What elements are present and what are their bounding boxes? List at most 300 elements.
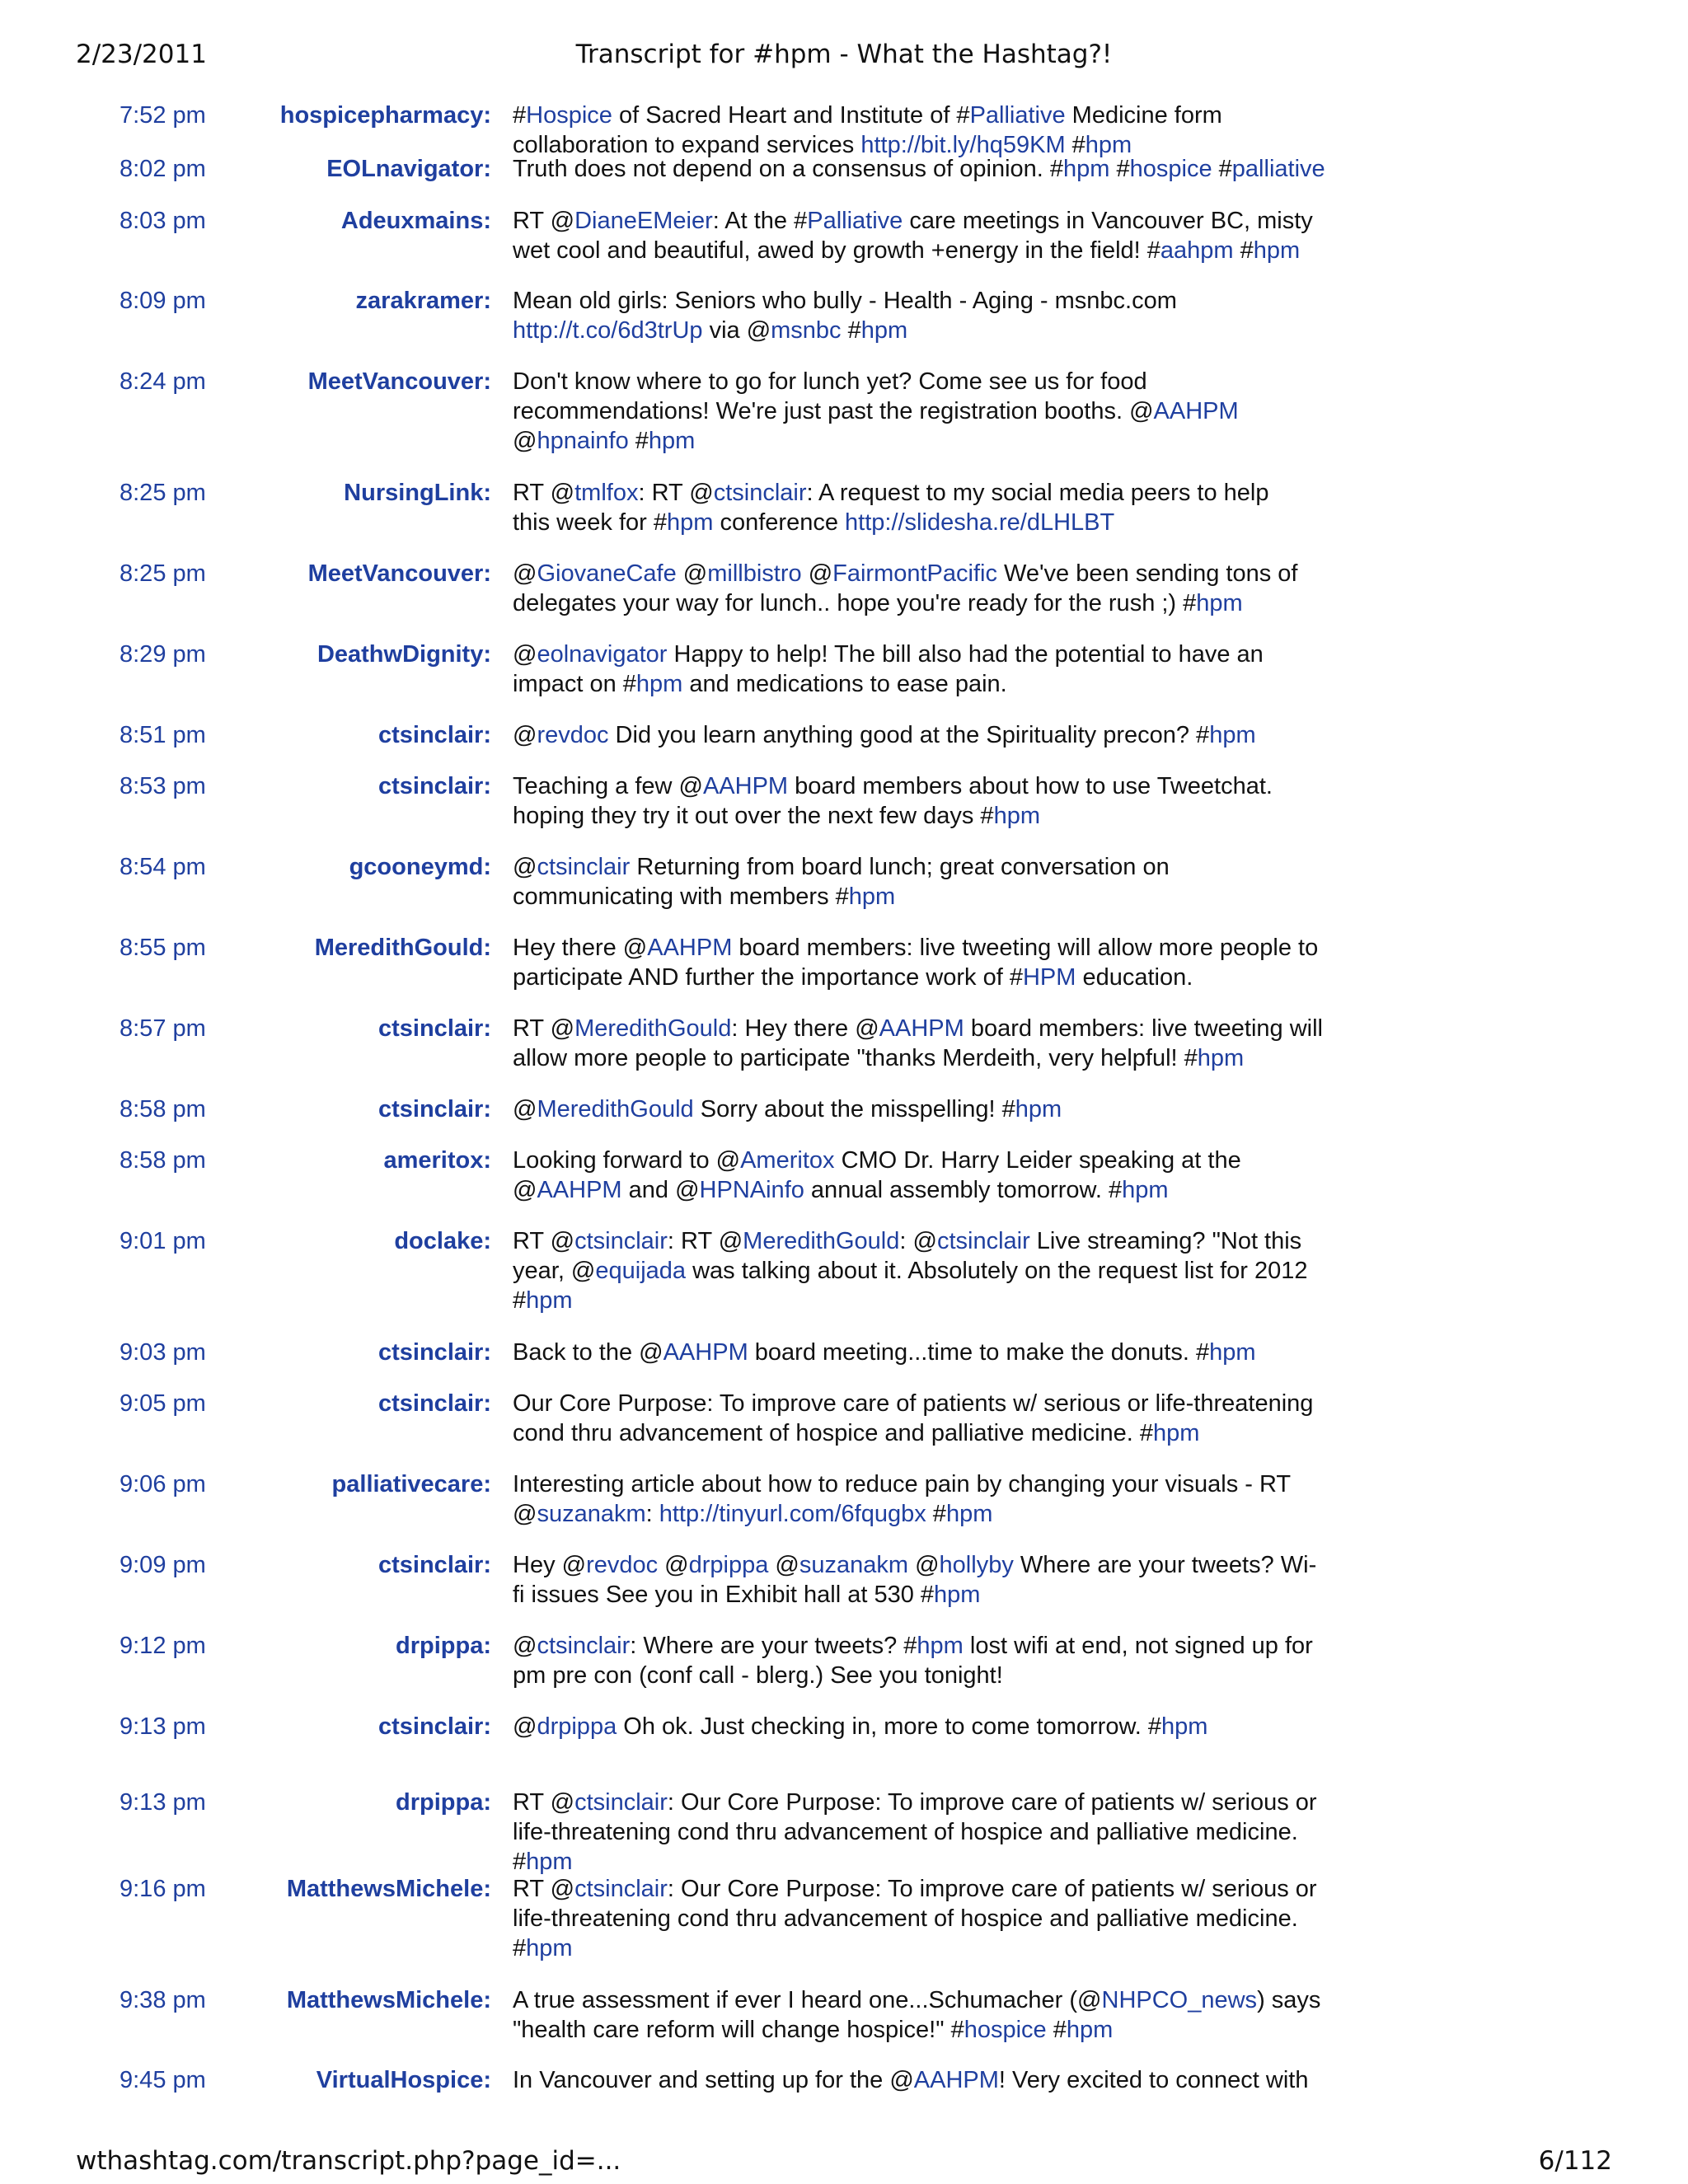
message-link[interactable]: hospice — [1129, 156, 1212, 182]
message-text: RT @ — [513, 1789, 575, 1816]
entry-time-link[interactable]: 8:09 pm — [120, 288, 206, 314]
message-line — [513, 316, 1337, 345]
message-text: Returning from board lunch; great conversation on — [630, 854, 1170, 880]
message-text: Sorry about the misspelling! # — [693, 1096, 1015, 1122]
entry-time-link[interactable]: 9:12 pm — [120, 1633, 206, 1659]
message-text: board members: live tweeting will — [964, 1015, 1323, 1042]
message-line — [513, 640, 1337, 669]
message-text: @ — [658, 1552, 689, 1578]
message-text: Where are your tweets? Wi- — [1013, 1552, 1317, 1578]
message-link[interactable]: hpm — [848, 883, 896, 910]
message-text: RT @ — [513, 480, 575, 506]
entry-username-link[interactable]: zarakramer: — [355, 288, 491, 314]
message-link[interactable]: hpm — [1085, 132, 1132, 158]
entry-message — [513, 1788, 1337, 1877]
entry-time-link[interactable]: 8:51 pm — [120, 722, 206, 748]
message-link[interactable]: suzanakm — [537, 1501, 646, 1527]
message-line — [513, 1847, 1337, 1877]
entry-time-link[interactable]: 9:01 pm — [120, 1228, 206, 1254]
message-link[interactable]: hpm — [1063, 156, 1110, 182]
message-text: Medicine form — [1065, 102, 1222, 129]
message-link[interactable]: HPM — [1022, 964, 1076, 991]
message-link[interactable]: hpm — [1122, 1177, 1169, 1203]
message-link[interactable]: ctsinclair — [537, 1633, 631, 1659]
message-link[interactable]: HPNAinfo — [699, 1177, 804, 1203]
message-link[interactable]: hpm — [1197, 1045, 1245, 1071]
entry-time-link[interactable]: 9:16 pm — [120, 1876, 206, 1902]
message-text: : RT @ — [667, 1228, 743, 1254]
message-link[interactable]: suzanakm — [799, 1552, 909, 1578]
message-line — [513, 508, 1337, 537]
message-text: Mean old girls: Seniors who bully - Health - Aging - msnbc.com — [513, 288, 1177, 314]
message-link[interactable]: equijada — [595, 1258, 687, 1284]
message-text: A true assessment if ever I heard one...Schumacher (@ — [513, 1987, 1102, 2013]
message-link[interactable]: hpm — [1253, 237, 1301, 264]
message-text: RT @ — [513, 1228, 575, 1254]
message-line — [513, 559, 1337, 588]
message-text: wet cool and beautiful, awed by growth +energy in the field! # — [513, 237, 1160, 264]
message-text: Interesting article about how to reduce pain by changing your visuals - RT — [513, 1471, 1292, 1497]
message-link[interactable]: hpm — [635, 671, 683, 697]
entry-message — [513, 1226, 1337, 1315]
message-link[interactable]: AAHPM — [702, 773, 789, 799]
message-line — [513, 478, 1337, 508]
message-link[interactable]: http://bit.ly/hq59KM — [860, 132, 1066, 158]
message-text: impact on # — [513, 671, 636, 697]
entry-message — [513, 1874, 1337, 1963]
entry-time-link[interactable]: 7:52 pm — [120, 102, 206, 129]
message-text: @ — [513, 1177, 537, 1203]
message-line — [513, 1256, 1337, 1286]
entry-time-link[interactable]: 8:53 pm — [120, 773, 206, 799]
entry-username-link[interactable]: ctsinclair: — [378, 1390, 491, 1417]
message-text: In Vancouver and setting up for the @ — [513, 2067, 914, 2093]
entry-username-link[interactable]: MatthewsMichele: — [286, 1987, 491, 2013]
message-link[interactable]: ctsinclair — [574, 1789, 668, 1816]
message-link[interactable]: Hospice — [526, 102, 612, 129]
message-text: education. — [1076, 964, 1193, 991]
message-text: RT @ — [513, 1876, 575, 1902]
entry-time-link[interactable]: 8:25 pm — [120, 560, 206, 587]
message-link[interactable]: palliative — [1231, 156, 1325, 182]
message-text: Live streaming? "Not this — [1029, 1228, 1302, 1254]
message-line — [513, 236, 1337, 265]
message-link[interactable]: AAHPM — [913, 2067, 999, 2093]
message-text: # — [1046, 2017, 1067, 2043]
message-text: participate AND further the importance work of # — [513, 964, 1023, 991]
message-text: board meeting...time to make the donuts. # — [748, 1339, 1210, 1366]
message-link[interactable]: drpippa — [688, 1552, 769, 1578]
entry-message — [513, 367, 1337, 456]
message-link[interactable]: AAHPM — [537, 1177, 622, 1203]
message-line — [513, 154, 1337, 184]
message-link[interactable]: hpm — [1209, 1339, 1256, 1366]
message-line — [513, 933, 1337, 963]
message-text: allow more people to participate "thanks Merdeith, very helpful! # — [513, 1045, 1198, 1071]
message-line — [513, 1788, 1337, 1817]
message-line — [513, 963, 1337, 992]
entry-username-link[interactable]: ctsinclair: — [378, 1015, 491, 1042]
message-link[interactable]: msnbc — [771, 317, 842, 344]
message-text: Looking forward to @ — [513, 1147, 741, 1174]
entry-message — [513, 1550, 1337, 1610]
message-text: board members about how to use Tweetchat. — [788, 773, 1273, 799]
message-text: conference — [713, 509, 846, 536]
message-line — [513, 1985, 1337, 2015]
message-line — [513, 1226, 1337, 1256]
message-link[interactable]: revdoc — [537, 722, 609, 748]
message-line — [513, 1094, 1337, 1124]
entry-username-link[interactable]: ctsinclair: — [378, 1339, 491, 1366]
message-text: Did you learn anything good at the Spirituality precon? # — [608, 722, 1210, 748]
message-text: : At the # — [712, 208, 808, 234]
message-text: collaboration to expand services — [513, 132, 861, 158]
message-line — [513, 1418, 1337, 1448]
message-text: annual assembly tomorrow. # — [804, 1177, 1123, 1203]
message-text: life-threatening cond thru advancement of hospice and palliative medicine. — [513, 1819, 1298, 1845]
entry-message — [513, 1338, 1337, 1367]
message-text: of Sacred Heart and Institute of # — [612, 102, 970, 129]
entry-username-link[interactable]: MeredithGould: — [314, 935, 491, 961]
message-link[interactable]: hpm — [945, 1501, 993, 1527]
message-line — [513, 1933, 1337, 1963]
message-link[interactable]: ctsinclair — [574, 1228, 668, 1254]
message-link[interactable]: http://slidesha.re/dLHLBT — [845, 509, 1115, 536]
message-line — [513, 1146, 1337, 1175]
entry-message — [513, 933, 1337, 992]
message-text: # — [513, 1287, 527, 1314]
entry-time-link[interactable]: 9:13 pm — [120, 1713, 206, 1740]
message-text: RT @ — [513, 208, 575, 234]
message-link[interactable]: ctsinclair — [713, 480, 807, 506]
entry-message — [513, 154, 1337, 184]
message-line — [513, 1175, 1337, 1205]
message-text: @ — [513, 854, 537, 880]
message-line — [513, 801, 1337, 831]
entry-username-link[interactable]: drpippa: — [396, 1633, 491, 1659]
message-line — [513, 101, 1337, 130]
message-text: Truth does not depend on a consensus of opinion. # — [513, 156, 1064, 182]
message-link[interactable]: hpm — [1161, 1713, 1208, 1740]
message-text: Back to the @ — [513, 1339, 663, 1366]
entry-message — [513, 1985, 1337, 2045]
message-text: lost wifi at end, not signed up for — [963, 1633, 1313, 1659]
entry-message — [513, 1014, 1337, 1073]
message-link[interactable]: ctsinclair — [537, 854, 631, 880]
entry-username-link[interactable]: ctsinclair: — [378, 1713, 491, 1740]
message-text: # — [1109, 156, 1130, 182]
message-line — [513, 588, 1337, 618]
entry-username-link[interactable]: NursingLink: — [344, 480, 491, 506]
message-line — [513, 2065, 1337, 2095]
entry-message — [513, 101, 1337, 160]
message-text: : Our Core Purpose: To improve care of patients w/ serious or — [667, 1876, 1317, 1902]
message-text: ) says — [1257, 1987, 1321, 2013]
message-text: care meetings in Vancouver BC, misty — [903, 208, 1313, 234]
message-text: @ — [768, 1552, 799, 1578]
message-link[interactable]: AAHPM — [1153, 398, 1239, 424]
entry-message — [513, 1146, 1337, 1205]
message-link[interactable]: MeredithGould — [574, 1015, 732, 1042]
message-link[interactable]: eolnavigator — [537, 641, 668, 668]
message-link[interactable]: millbistro — [707, 560, 802, 587]
entry-username-link[interactable]: palliativecare: — [331, 1471, 491, 1497]
message-text: # — [926, 1501, 946, 1527]
message-text: @ — [513, 641, 537, 668]
entry-time-link[interactable]: 9:05 pm — [120, 1390, 206, 1417]
message-text: life-threatening cond thru advancement of hospice and palliative medicine. — [513, 1905, 1298, 1932]
message-link[interactable]: MeredithGould — [743, 1228, 900, 1254]
entry-time-link[interactable]: 8:55 pm — [120, 935, 206, 961]
entry-message — [513, 1389, 1337, 1448]
entry-message — [513, 1469, 1337, 1529]
message-text: @ — [513, 722, 537, 748]
message-text: and @ — [621, 1177, 700, 1203]
message-link[interactable]: hpm — [993, 803, 1040, 829]
message-text: and medications to ease pain. — [682, 671, 1007, 697]
entry-username-link[interactable]: EOLnavigator: — [326, 156, 491, 182]
entry-time-link[interactable]: 8:58 pm — [120, 1147, 206, 1174]
entry-username-link[interactable]: hospicepharmacy: — [279, 102, 491, 129]
entry-username-link[interactable]: Adeuxmains: — [340, 208, 491, 234]
message-line — [513, 367, 1337, 396]
message-link[interactable]: revdoc — [586, 1552, 659, 1578]
header-date: 2/23/2011 — [76, 40, 207, 69]
message-text: @ — [513, 1096, 537, 1122]
message-link[interactable]: aahpm — [1160, 237, 1234, 264]
message-text: pm pre con (conf call - blerg.) See you tonight! — [513, 1662, 1003, 1689]
message-text: # — [513, 1935, 527, 1961]
message-line — [513, 1631, 1337, 1661]
message-line — [513, 1389, 1337, 1418]
entry-time-link[interactable]: 9:03 pm — [120, 1339, 206, 1366]
message-line — [513, 1286, 1337, 1315]
message-link[interactable]: ctsinclair — [936, 1228, 1030, 1254]
message-line — [513, 1874, 1337, 1904]
message-line — [513, 720, 1337, 750]
message-text: # — [1233, 237, 1254, 264]
message-link[interactable]: hpm — [1015, 1096, 1062, 1122]
message-link[interactable]: hpm — [526, 1287, 573, 1314]
message-line — [513, 1661, 1337, 1690]
message-line — [513, 1580, 1337, 1610]
message-link[interactable]: hpm — [526, 1935, 573, 1961]
entry-username-link[interactable]: ctsinclair: — [378, 1552, 491, 1578]
entry-time-link[interactable]: 8:57 pm — [120, 1015, 206, 1042]
message-link[interactable]: drpippa — [537, 1713, 617, 1740]
message-text: cond thru advancement of hospice and palliative medicine. # — [513, 1420, 1154, 1446]
message-text: # — [513, 102, 527, 129]
message-text: RT @ — [513, 1015, 575, 1042]
message-link[interactable]: Ameritox — [740, 1147, 835, 1174]
message-text: "health care reform will change hospice!" # — [513, 2017, 964, 2043]
message-link[interactable]: FairmontPacific — [832, 560, 997, 587]
message-line — [513, 1550, 1337, 1580]
message-line — [513, 396, 1337, 426]
entry-username-link[interactable]: ctsinclair: — [378, 773, 491, 799]
message-text: Our Core Purpose: To improve care of patients w/ serious or life-threatening — [513, 1390, 1314, 1417]
message-link[interactable]: AAHPM — [663, 1339, 748, 1366]
message-text: year, @ — [513, 1258, 596, 1284]
entry-message — [513, 1094, 1337, 1124]
message-line — [513, 771, 1337, 801]
entry-time-link[interactable]: 8:02 pm — [120, 156, 206, 182]
entry-username-link[interactable]: gcooneymd: — [349, 854, 491, 880]
message-text: : @ — [899, 1228, 937, 1254]
message-link[interactable]: hpm — [666, 509, 714, 536]
message-link[interactable]: GiovaneCafe — [537, 560, 677, 587]
entry-time-link[interactable]: 8:03 pm — [120, 208, 206, 234]
message-link[interactable]: hpm — [648, 428, 696, 454]
message-link[interactable]: hpnainfo — [537, 428, 629, 454]
message-text: fi issues See you in Exhibit hall at 530 # — [513, 1582, 935, 1608]
message-text: was talking about it. Absolutely on the request list for 2012 — [686, 1258, 1308, 1284]
message-text: : Our Core Purpose: To improve care of patients w/ serious or — [667, 1789, 1317, 1816]
message-text: communicating with members # — [513, 883, 849, 910]
entry-username-link[interactable]: drpippa: — [396, 1789, 491, 1816]
entry-username-link[interactable]: MeetVancouver: — [307, 560, 491, 587]
message-line — [513, 1817, 1337, 1847]
entry-time-link[interactable]: 9:45 pm — [120, 2067, 206, 2093]
message-link[interactable]: hollyby — [939, 1552, 1014, 1578]
message-text: this week for # — [513, 509, 667, 536]
message-link[interactable]: http://tinyurl.com/6fqugbx — [659, 1501, 926, 1527]
message-link[interactable]: hpm — [934, 1582, 981, 1608]
message-link[interactable]: AAHPM — [879, 1015, 964, 1042]
message-link[interactable]: hospice — [964, 2017, 1047, 2043]
entry-time-link[interactable]: 9:38 pm — [120, 1987, 206, 2013]
message-text: ! Very excited to connect with — [998, 2067, 1309, 2093]
message-text: # — [628, 428, 649, 454]
message-link[interactable]: tmlfox — [574, 480, 639, 506]
message-text: : RT @ — [638, 480, 714, 506]
message-text: @ — [676, 560, 708, 587]
entry-message — [513, 2065, 1337, 2095]
message-text: # — [513, 1849, 527, 1875]
entry-username-link[interactable]: MeetVancouver: — [307, 368, 491, 395]
message-text: board members: live tweeting will allow more people to — [732, 935, 1319, 961]
entry-username-link[interactable]: DeathwDignity: — [316, 641, 491, 668]
message-text: Hey @ — [513, 1552, 587, 1578]
message-line — [513, 882, 1337, 912]
message-text: CMO Dr. Harry Leider speaking at the — [834, 1147, 1241, 1174]
message-link[interactable]: Palliative — [807, 208, 903, 234]
entry-time-link[interactable]: 8:58 pm — [120, 1096, 206, 1122]
header-title: Transcript for #hpm - What the Hashtag?! — [575, 40, 1113, 69]
entry-username-link[interactable]: ameritox: — [383, 1147, 491, 1174]
message-line — [513, 1499, 1337, 1529]
message-line — [513, 852, 1337, 882]
entry-username-link[interactable]: MatthewsMichele: — [286, 1876, 491, 1902]
message-text: Happy to help! The bill also had the potential to have an — [667, 641, 1264, 668]
message-text: recommendations! We're just past the registration booths. @ — [513, 398, 1154, 424]
message-line — [513, 1014, 1337, 1043]
message-text: @ — [513, 428, 537, 454]
entry-message — [513, 1631, 1337, 1690]
message-link[interactable]: Palliative — [969, 102, 1066, 129]
message-link[interactable]: hpm — [1209, 722, 1256, 748]
message-line — [513, 426, 1337, 456]
message-line — [513, 1904, 1337, 1933]
entry-time-link[interactable]: 8:29 pm — [120, 641, 206, 668]
entry-username-link[interactable]: ctsinclair: — [378, 1096, 491, 1122]
entry-time-link[interactable]: 8:54 pm — [120, 854, 206, 880]
message-text: hoping they try it out over the next few days # — [513, 803, 994, 829]
message-link[interactable]: hpm — [860, 317, 908, 344]
message-text: : Hey there @ — [731, 1015, 879, 1042]
entry-time-link[interactable]: 9:09 pm — [120, 1552, 206, 1578]
entry-time-link[interactable]: 9:13 pm — [120, 1789, 206, 1816]
message-text: @ — [908, 1552, 940, 1578]
message-link[interactable]: AAHPM — [647, 935, 733, 961]
message-text: # — [841, 317, 861, 344]
message-text: # — [1065, 132, 1085, 158]
message-text: Teaching a few @ — [513, 773, 703, 799]
message-text: @ — [513, 1633, 537, 1659]
message-link[interactable]: hpm — [1153, 1420, 1200, 1446]
entry-username-link[interactable]: doclake: — [394, 1228, 491, 1254]
footer-url: wthashtag.com/transcript.php?page_id=... — [76, 2146, 621, 2176]
entry-message — [513, 720, 1337, 750]
entry-message — [513, 206, 1337, 265]
entry-time-link[interactable]: 8:24 pm — [120, 368, 206, 395]
entry-message — [513, 771, 1337, 831]
message-text: : Where are your tweets? # — [630, 1633, 917, 1659]
message-link[interactable]: ctsinclair — [574, 1876, 668, 1902]
entry-message — [513, 478, 1337, 537]
message-line — [513, 1338, 1337, 1367]
entry-time-link[interactable]: 9:06 pm — [120, 1471, 206, 1497]
message-line — [513, 669, 1337, 699]
message-line — [513, 1712, 1337, 1741]
message-line — [513, 1469, 1337, 1499]
message-link[interactable]: hpm — [1196, 590, 1243, 616]
message-link[interactable]: NHPCO_news — [1101, 1987, 1258, 2013]
entry-username-link[interactable]: VirtualHospice: — [316, 2067, 491, 2093]
message-link[interactable]: DianeEMeier — [574, 208, 713, 234]
entry-message — [513, 640, 1337, 699]
entry-message — [513, 286, 1337, 345]
entry-message — [513, 1712, 1337, 1741]
message-text: : A request to my social media peers to help — [806, 480, 1269, 506]
message-text: Oh ok. Just checking in, more to come tomorrow. # — [617, 1713, 1162, 1740]
message-text: @ — [801, 560, 833, 587]
message-link[interactable]: hpm — [917, 1633, 964, 1659]
message-link[interactable]: hpm — [526, 1849, 573, 1875]
entry-time-link[interactable]: 8:25 pm — [120, 480, 206, 506]
message-text: Don't know where to go for lunch yet? Come see us for food — [513, 368, 1147, 395]
message-text: @ — [513, 1713, 537, 1740]
entry-username-link[interactable]: ctsinclair: — [378, 722, 491, 748]
message-text: We've been sending tons of — [996, 560, 1298, 587]
message-line — [513, 1043, 1337, 1073]
message-link[interactable]: MeredithGould — [537, 1096, 694, 1122]
message-text: @ — [513, 560, 537, 587]
message-line — [513, 2015, 1337, 2045]
message-text: # — [1212, 156, 1232, 182]
entry-message — [513, 559, 1337, 618]
message-text: @ — [513, 1501, 537, 1527]
footer-page-number: 6/112 — [1538, 2146, 1612, 2176]
entry-message — [513, 852, 1337, 912]
message-link[interactable]: hpm — [1066, 2017, 1114, 2043]
message-link[interactable]: http://t.co/6d3trUp — [513, 317, 703, 344]
message-line — [513, 286, 1337, 316]
message-text: : — [645, 1501, 659, 1527]
message-text: delegates your way for lunch.. hope you're ready for the rush ;) # — [513, 590, 1197, 616]
message-line — [513, 206, 1337, 236]
message-text: via @ — [702, 317, 771, 344]
